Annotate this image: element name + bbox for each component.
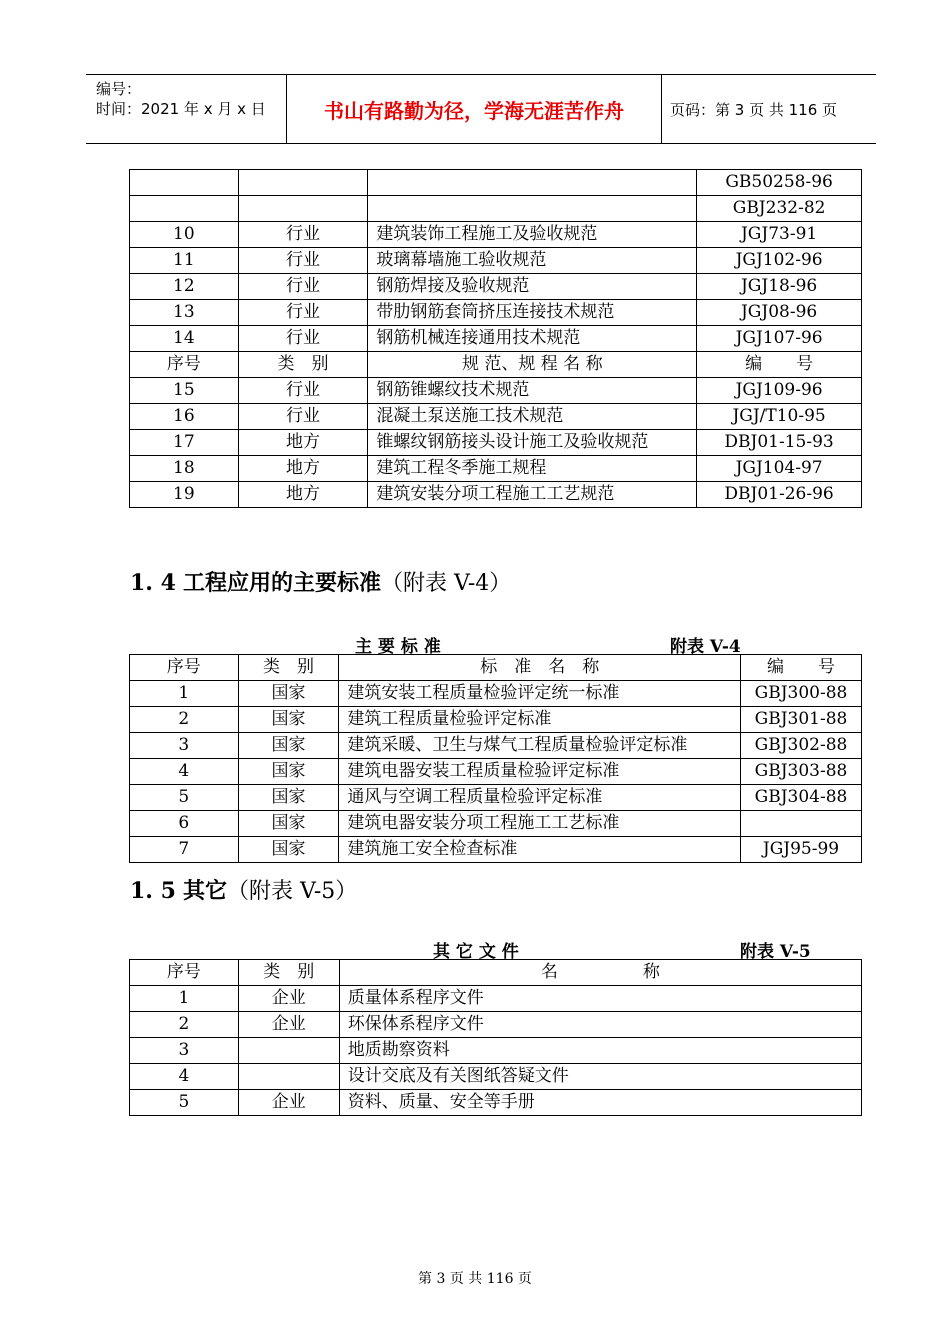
table-cell: 建筑安装分项工程施工工艺规范 bbox=[368, 482, 697, 508]
table-cell: 11 bbox=[130, 248, 239, 274]
table-cell: 地质勘察资料 bbox=[339, 1038, 861, 1064]
table-cell: 1 bbox=[130, 681, 239, 707]
table-cell: 国家 bbox=[238, 733, 339, 759]
table-cell: 建筑工程质量检验评定标准 bbox=[339, 707, 741, 733]
table-cell: 5 bbox=[130, 785, 239, 811]
table-header-row bbox=[130, 655, 862, 681]
table-cell bbox=[741, 811, 862, 837]
table-cell: 行业 bbox=[238, 378, 368, 404]
table-cell: 钢筋机械连接通用技术规范 bbox=[368, 326, 697, 352]
section-heading-1-5 bbox=[130, 874, 357, 905]
table-cell: 建筑装饰工程施工及验收规范 bbox=[368, 222, 697, 248]
table-cell: 序号 bbox=[130, 352, 239, 378]
table-cell: GBJ304-88 bbox=[741, 785, 862, 811]
section-number: 1. 5 bbox=[130, 878, 176, 904]
table-appendix-label: 附表 V-4 bbox=[670, 637, 741, 657]
other-documents-table bbox=[129, 959, 862, 1116]
table-cell: DBJ01-15-93 bbox=[697, 430, 862, 456]
table-cell bbox=[368, 196, 697, 222]
table-cell: 质量体系程序文件 bbox=[339, 986, 861, 1012]
table-cell: 规 范、规 程 名 称 bbox=[368, 352, 697, 378]
section-title: 工程应用的主要标准 bbox=[182, 570, 381, 596]
table-cell: DBJ01-26-96 bbox=[697, 482, 862, 508]
table-cell bbox=[368, 170, 697, 196]
table-cell: 国家 bbox=[238, 785, 339, 811]
table-row bbox=[130, 707, 862, 733]
table-cell bbox=[238, 170, 368, 196]
table-cell: 行业 bbox=[238, 274, 368, 300]
table-row bbox=[130, 681, 862, 707]
table-row bbox=[130, 1012, 862, 1038]
table-cell: GBJ300-88 bbox=[741, 681, 862, 707]
table-row bbox=[130, 733, 862, 759]
table-cell: GBJ302-88 bbox=[741, 733, 862, 759]
table-cell: JGJ73-91 bbox=[697, 222, 862, 248]
table-cell: 序号 bbox=[130, 960, 239, 986]
table-cell: 18 bbox=[130, 456, 239, 482]
table-cell: 环保体系程序文件 bbox=[339, 1012, 861, 1038]
date-label: 时间：2021 年 x 月 x 日 bbox=[96, 100, 266, 118]
table-cell: 建筑电器安装工程质量检验评定标准 bbox=[339, 759, 741, 785]
table-row bbox=[130, 248, 862, 274]
table-cell: GBJ303-88 bbox=[741, 759, 862, 785]
table-cell: 类 别 bbox=[238, 960, 339, 986]
table-caption: 主 要 标 准 bbox=[355, 637, 441, 657]
table-cell bbox=[238, 1064, 339, 1090]
table-row bbox=[130, 482, 862, 508]
table-cell: 钢筋锥螺纹技术规范 bbox=[368, 378, 697, 404]
table-row bbox=[130, 986, 862, 1012]
number-label: 编号： bbox=[96, 80, 142, 98]
table-cell: 类 别 bbox=[238, 655, 339, 681]
table-cell bbox=[130, 170, 239, 196]
table-cell: JGJ104-97 bbox=[697, 456, 862, 482]
table-row bbox=[130, 456, 862, 482]
table-cell: 1 bbox=[130, 986, 239, 1012]
table-cell: 锥螺纹钢筋接头设计施工及验收规范 bbox=[368, 430, 697, 456]
table-cell: 19 bbox=[130, 482, 239, 508]
table-cell: 企业 bbox=[238, 1090, 339, 1116]
table-caption: 其 它 文 件 bbox=[433, 942, 519, 962]
table-row bbox=[130, 326, 862, 352]
table-cell: 混凝土泵送施工技术规范 bbox=[368, 404, 697, 430]
table-cell: 国家 bbox=[238, 681, 339, 707]
regulations-table bbox=[129, 169, 862, 508]
table-cell: 带肋钢筋套筒挤压连接技术规范 bbox=[368, 300, 697, 326]
table-cell: JGJ18-96 bbox=[697, 274, 862, 300]
table-cell: 行业 bbox=[238, 404, 368, 430]
table-cell: 行业 bbox=[238, 248, 368, 274]
table-row bbox=[130, 274, 862, 300]
table-row bbox=[130, 300, 862, 326]
table-row bbox=[130, 1090, 862, 1116]
page-footer: 第 3 页 共 116 页 bbox=[418, 1271, 532, 1287]
table-cell: 行业 bbox=[238, 300, 368, 326]
table-cell: 序号 bbox=[130, 655, 239, 681]
table-cell: JGJ/T10-95 bbox=[697, 404, 862, 430]
table-row bbox=[130, 222, 862, 248]
table-cell: 通风与空调工程质量检验评定标准 bbox=[339, 785, 741, 811]
table-row bbox=[130, 811, 862, 837]
table-cell bbox=[130, 196, 239, 222]
table-row bbox=[130, 404, 862, 430]
table-cell: JGJ109-96 bbox=[697, 378, 862, 404]
table-cell: 玻璃幕墙施工验收规范 bbox=[368, 248, 697, 274]
table-cell: 地方 bbox=[238, 430, 368, 456]
table-cell: 编 号 bbox=[697, 352, 862, 378]
table-cell: 3 bbox=[130, 1038, 239, 1064]
table-cell: 钢筋焊接及验收规范 bbox=[368, 274, 697, 300]
table-cell: 12 bbox=[130, 274, 239, 300]
table-row bbox=[130, 1064, 862, 1090]
table-cell: 建筑工程冬季施工规程 bbox=[368, 456, 697, 482]
table-cell: JGJ107-96 bbox=[697, 326, 862, 352]
table-cell: 6 bbox=[130, 811, 239, 837]
table-cell: JGJ95-99 bbox=[741, 837, 862, 863]
table-cell: 建筑电器安装分项工程施工工艺标准 bbox=[339, 811, 741, 837]
table-cell: 4 bbox=[130, 1064, 239, 1090]
table-cell: 国家 bbox=[238, 811, 339, 837]
table-cell: 建筑采暖、卫生与煤气工程质量检验评定标准 bbox=[339, 733, 741, 759]
table-cell: 资料、质量、安全等手册 bbox=[339, 1090, 861, 1116]
table-cell: 17 bbox=[130, 430, 239, 456]
table-row bbox=[130, 378, 862, 404]
table-row bbox=[130, 430, 862, 456]
table-cell: 行业 bbox=[238, 222, 368, 248]
section-title: 其它 bbox=[182, 878, 227, 904]
table-cell: 行业 bbox=[238, 326, 368, 352]
table-cell: 地方 bbox=[238, 482, 368, 508]
table-header-row bbox=[130, 960, 862, 986]
table-cell: 15 bbox=[130, 378, 239, 404]
table-row bbox=[130, 785, 862, 811]
table-cell bbox=[238, 1038, 339, 1064]
table-cell: GB50258-96 bbox=[697, 170, 862, 196]
table-cell: 地方 bbox=[238, 456, 368, 482]
header-motto: 书山有路勤为径，学海无涯苦作舟 bbox=[286, 75, 662, 143]
table-cell: 13 bbox=[130, 300, 239, 326]
table-row bbox=[130, 837, 862, 863]
table-row bbox=[130, 196, 862, 222]
table-cell: 编 号 bbox=[741, 655, 862, 681]
standards-table bbox=[129, 654, 862, 863]
table-cell: 建筑施工安全检查标准 bbox=[339, 837, 741, 863]
table-cell: 国家 bbox=[238, 759, 339, 785]
section-number: 1. 4 bbox=[130, 570, 176, 596]
table-cell: 2 bbox=[130, 707, 239, 733]
table-cell: GBJ232-82 bbox=[697, 196, 862, 222]
section-suffix: （附表 V-4） bbox=[380, 571, 512, 596]
table-cell: 企业 bbox=[238, 1012, 339, 1038]
table-cell: JGJ08-96 bbox=[697, 300, 862, 326]
table-header-row bbox=[130, 352, 862, 378]
table-cell: 3 bbox=[130, 733, 239, 759]
table-cell: 国家 bbox=[238, 707, 339, 733]
table-cell: 14 bbox=[130, 326, 239, 352]
table-cell: 5 bbox=[130, 1090, 239, 1116]
table-row bbox=[130, 170, 862, 196]
table-cell bbox=[238, 196, 368, 222]
table-cell: 设计交底及有关图纸答疑文件 bbox=[339, 1064, 861, 1090]
table-cell: 2 bbox=[130, 1012, 239, 1038]
page-header bbox=[86, 74, 876, 144]
section-heading-1-4 bbox=[130, 566, 511, 597]
table-appendix-label: 附表 V-5 bbox=[740, 942, 811, 962]
table-cell: 国家 bbox=[238, 837, 339, 863]
table-row bbox=[130, 759, 862, 785]
table-cell: GBJ301-88 bbox=[741, 707, 862, 733]
table-cell: 7 bbox=[130, 837, 239, 863]
table-cell: 名 称 bbox=[339, 960, 861, 986]
header-meta bbox=[96, 79, 266, 119]
table-cell: 类 别 bbox=[238, 352, 368, 378]
section-suffix: （附表 V-5） bbox=[226, 879, 358, 904]
table-cell: 标 准 名 称 bbox=[339, 655, 741, 681]
table-cell: 4 bbox=[130, 759, 239, 785]
table-cell: 16 bbox=[130, 404, 239, 430]
table-cell: 建筑安装工程质量检验评定统一标准 bbox=[339, 681, 741, 707]
table-cell: 10 bbox=[130, 222, 239, 248]
table-cell: 企业 bbox=[238, 986, 339, 1012]
header-page-label: 页码：第 3 页 共 116 页 bbox=[670, 100, 838, 119]
table-cell: JGJ102-96 bbox=[697, 248, 862, 274]
table-row bbox=[130, 1038, 862, 1064]
